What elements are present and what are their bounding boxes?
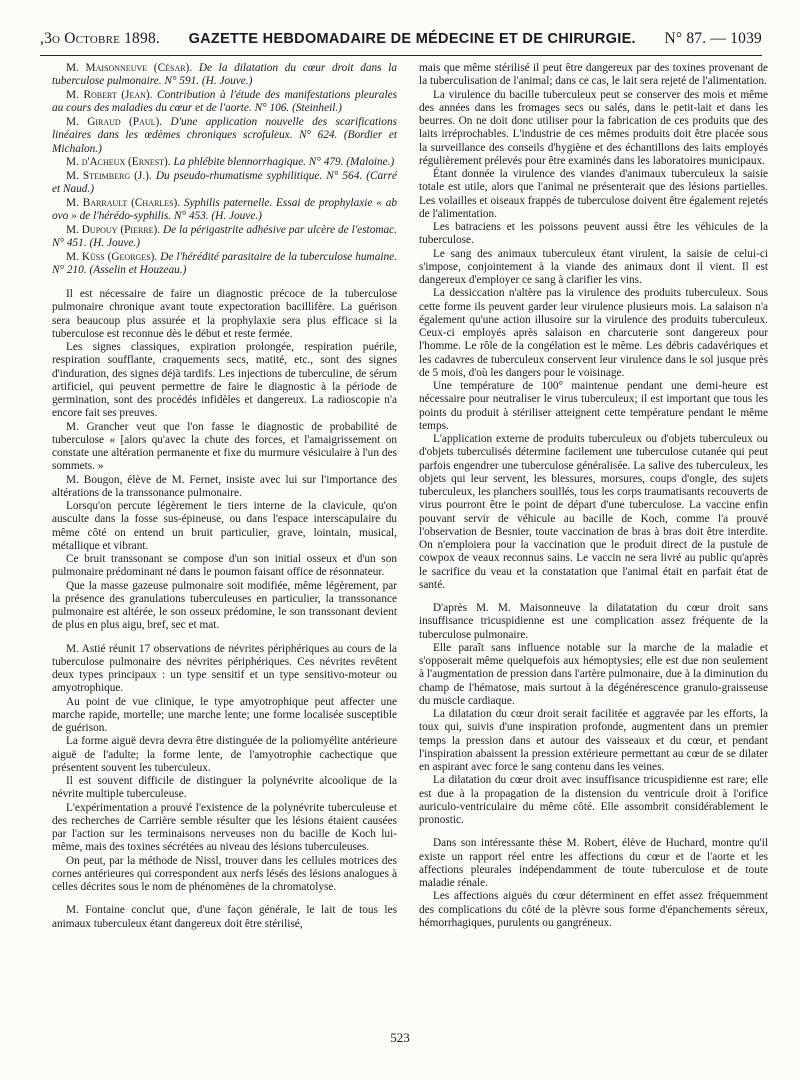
issue-page-number: N° 87. — 1039 xyxy=(664,30,762,47)
section-nevrites xyxy=(52,643,397,895)
left-column xyxy=(52,62,397,931)
paragraph: La dilatation du cœur droit avec insuffisance tricuspidienne est rare; elle est due à la propagation de la distension du ventricule droit à l'orifice auriculo-ventriculaire du même côté. Elle assombrit considérablement le pronostic. xyxy=(419,774,768,826)
section-lait xyxy=(52,904,397,931)
paragraph: La virulence du bacille tuberculeux peut se conserver des mois et même des années dans les fromages secs ou salés, dans le petit-lait et dans les beurres. On ne doit donc utiliser pour la fabrication de ces produits que des laits irréprochables. L'industrie de ces mêmes produits doit être placée sous la surveillance des conseils d'hygiène et des échantillons des laits employés régulièrement prélevés pour être examinés dans les laboratoires municipaux. xyxy=(419,88,768,167)
paragraph: L'application externe de produits tuberculeux ou d'objets tuberculeux ou d'objets tuberculisés détermine facilement une tuberculose cutanée qui peut parfois engendrer une tuberculose généralisée. La salive des tuberculeux, les objets qui leur servent, les blessures, morsures, coups d'ongle, des sujets tuberculeux, les planchers souillés, tous les corps traumatisants recouverts de virus pourront être le point de départ d'une tuberculose. La vaccine enfin pouvant servir de véhicule au bacille de Koch, comme l'a prouvé l'observation de Besnier, toute vaccination de bras à bras doit être interdite. On n'emploiera pour la vaccination que le produit direct de la pustule de cowpox de veaux reconnus sains. Le vaccin ne sera livré au public qu'après le sacrifice du veau et la constatation que l'animal était en parfait état de santé. xyxy=(419,433,768,591)
right-column xyxy=(419,62,768,930)
section-pleurales xyxy=(419,837,768,930)
paragraph: La dessiccation n'altère pas la virulence des produits tuberculeux. Sous cette forme ils peuvent garder leur virulence plusieurs mois. La salaison n'a également qu'une action illusoire sur la virulence des produits tuberculeux. Ceux-ci employés après salaison en charcuterie sont dangereux pour l'homme. Le rôle de la congélation est le même. Les débris cadavériques et les cadavres de tuberculeux conservent leur virulence dans le sol jusque près de 5 mois, d'où les dangers pour le voisinage. xyxy=(419,287,768,379)
paragraph: Au point de vue clinique, le type amyotrophique peut affecter une marche rapide, mortelle; une marche lente; une forme localisée susceptible de guérison. xyxy=(52,695,397,734)
thesis-entry: M. Robert (Jean). Contribution à l'étude des manifestations pleurales au cours des maladies du cœur et de l'aorte. N° 106. (Steinheil.) xyxy=(52,89,397,115)
paragraph: M. Bougon, élève de M. Fernet, insiste avec lui sur l'importance des altérations de la transsonance pulmonaire. xyxy=(52,473,397,499)
paragraph: mais que même stérilisé il peut être dangereux par des toxines provenant de la tuberculisation de l'animal; dans ce cas, le lait sera rejeté de l'alimentation. xyxy=(419,62,768,88)
paragraph: D'après M. M. Maisonneuve la dilatatation du cœur droit sans insuffisance tricuspidienne est une complication assez fréquente de la tuberculose pulmonaire. xyxy=(419,602,768,641)
paragraph: Les signes classiques, expiration prolongée, respiration puérile, respiration soufflante, craquements secs, matité, etc., sont des signes d'induration, des signes déjà tardifs. Les injections de tuberculine, de sérum artificiel, qui peuvent permettre de faire le diagnostic à la période de germination, sont des procédés infidèles et dangereux. La radioscopie n'a encore fait ses preuves. xyxy=(52,341,397,420)
thesis-entry: M. Küss (Georges). De l'hérédité parasitaire de la tuberculose humaine. N° 210. (Asselin et Houzeau.) xyxy=(52,251,397,277)
paragraph: Les batraciens et les poissons peuvent aussi être les véhicules de la tuberculose. xyxy=(419,221,768,247)
thesis-list xyxy=(52,62,397,278)
thesis-entry: M. Barrault (Charles). Syphilis paternelle. Essai de prophylaxie « ab ovo » de l'hérédo-syphilis. N° 453. (H. Jouve.) xyxy=(52,197,398,223)
paragraph: L'expérimentation a prouvé l'existence de la polynévrite tuberculeuse et des recherches de Carrière semble résulter que les lésions étaient causées par l'action sur les terminaisons nerveuses non du bacille de Koch lui-même, mais des toxines sécrétées au niveau des lésions tuberculeuses. xyxy=(52,801,397,854)
running-header xyxy=(40,30,762,52)
paragraph: Lorsqu'on percute légèrement le tiers interne de la clavicule, qu'on ausculte dans la fosse sus-épineuse, ou dans l'espace interscapulaire du même côté on entend un bruit particulier, grave, lointain, musical, métallique et vibrant. xyxy=(52,500,397,552)
section-transsonance xyxy=(52,288,397,633)
page-folio: 523 xyxy=(390,1030,410,1045)
journal-title: GAZETTE HEBDOMADAIRE DE MÉDECINE ET DE CHIRURGIE. xyxy=(188,31,636,47)
thesis-entry: M. d'Acheux (Ernest). La phlébite blennorrhagique. N° 479. (Maloine.) xyxy=(66,156,395,169)
thesis-entry: M. Giraud (Paul). D'une application nouvelle des scarifications linéaires dans les œdèmes chroniques scrofuleux. N° 624. (Bordier et Michalon.) xyxy=(52,116,397,155)
paragraph: M. Grancher veut que l'on fasse le diagnostic de probabilité de tuberculose « [alors qu'avec la chute des forces, et l'amaigrissement on constate une altération permanente et fixe du murmure vésiculaire à l'un des sommets. » xyxy=(52,420,397,473)
paragraph: M. Astié réunit 17 observations de névrites périphériques au cours de la tuberculose pulmonaire des névrites périphériques. Ces névrites revêtent deux types principaux : un type sensitif et un type sensitivo-moteur ou amyotrophique. xyxy=(52,642,397,695)
paragraph: Que la masse gazeuse pulmonaire soit modifiée, même légèrement, par la présence des granulations tuberculeuses en particulier, la transsonance pulmonaire est altérée, le son osseux prédomine, le son transsonant devient de plus en plus aigu, bref, sec et mat. xyxy=(52,579,397,632)
paragraph: Il est nécessaire de faire un diagnostic précoce de la tuberculose pulmonaire chronique avant toute expectoration bacillifère. La guérison sera beaucoup plus assurée et la prophylaxie sera plus efficace si la tuberculose est reconnue dès le début et reste fermée. xyxy=(52,288,397,340)
paragraph: Dans son intéressante thèse M. Robert, élève de Huchard, montre qu'il existe un rapport réel entre les affections du cœur et de l'aorte et les affections pleurales indépendamment de toute tuberculose et de toute maladie rénale. xyxy=(419,837,768,889)
paragraph: La dilatation du cœur droit serait facilitée et aggravée par les efforts, la toux qui, suivis d'une inspiration profonde, augmentent dans un premier temps la pression dans et autour des vaisseaux et du cœur, et pendant l'inspiration abaissent la pression extérieure permettant au cœur de se dilater en aspirant avec force le sang contenu dans les veines. xyxy=(419,708,768,773)
paragraph: On peut, par la méthode de Nissl, trouver dans les cellules motrices des cornes antérieures qui correspondent aux nerfs lésés des lésions analogues à celles décrites sous le nom de phénomènes de la chromatolyse. xyxy=(52,854,397,893)
paragraph: Les affections aiguës du cœur déterminent en effet assez fréquemment des complications du côté de la plèvre sous forme d'épanchements séreux, hémorrhagiques, purulents ou gangréneux. xyxy=(419,890,768,929)
section-dilatation xyxy=(419,602,768,827)
paragraph: Elle paraît sans influence notable sur la marche de la maladie et s'opposerait même quelquefois aux hémoptysies; elle est due non seulement à l'augmentation de pression dans l'artère pulmonaire, due à la diminution du champ de l'hématose, mais surtout à la dégénérescence granulo-graisseuse du muscle cardiaque. xyxy=(419,641,768,707)
header-rule xyxy=(40,55,762,56)
paragraph: Le sang des animaux tuberculeux étant virulent, la saisie de celui-ci s'impose, conjointement à la viande des animaux dont il vient. Il est dangereux d'employer ce sang à clarifier les vins. xyxy=(419,247,768,286)
paragraph: Étant donnée la virulence des viandes d'animaux tuberculeux la saisie totale est utile, alors que l'animal ne présenterait que des lésions partielles. Les volailles et oiseaux frappés de tuberculose doivent être également rejetés de l'alimentation. xyxy=(419,168,768,220)
paragraph: Ce bruit transsonant se compose d'un son initial osseux et d'un son pulmonaire prédominant né dans le poumon faisant office de résonnateur. xyxy=(52,553,397,579)
paragraph: M. Fontaine conclut que, d'une façon générale, le lait de tous les animaux tuberculeux étant dangereux doit être stérilisé, xyxy=(52,904,397,930)
paragraph: La forme aiguë devra devra être distinguée de la poliomyélite antérieure aiguë de l'adulte; la forme lente, de l'amyotrophie cachectique que présentent souvent les tuberculeux. xyxy=(52,735,397,774)
thesis-entry: M. Maisonneuve (César). De la dilatation du cœur droit dans la tuberculose pulmonaire. N° 591. (H. Jouve.) xyxy=(52,62,398,88)
paragraph: Il est souvent difficile de distinguer la polynévrite alcoolique de la névrite multiple tuberculeuse. xyxy=(52,775,397,801)
thesis-entry: M. Steimberg (J.). Du pseudo-rhumatisme syphilitique. N° 564. (Carré et Naud.) xyxy=(52,170,397,196)
paragraph: Une température de 100° maintenue pendant une demi-heure est nécessaire pour neutraliser le virus tuberculeux; il est important que tous les points du produit à stériliser atteignent cette température pendant le même temps. xyxy=(419,380,768,432)
section-virulence xyxy=(419,62,768,592)
header-date: ,3o Octobre 1898. xyxy=(40,30,160,47)
thesis-entry: M. Dupouy (Pierre). De la périgastrite adhésive par ulcère de l'estomac. N° 451. (H. Jouve.) xyxy=(52,224,397,250)
